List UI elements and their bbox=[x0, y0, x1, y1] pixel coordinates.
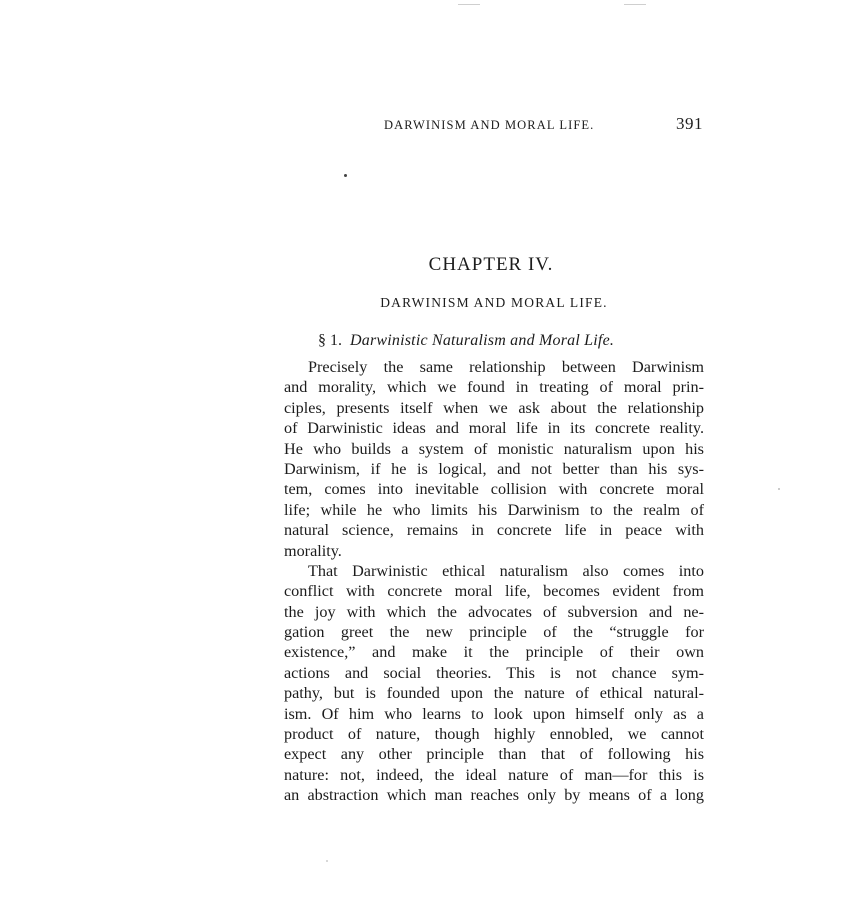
text-line: natural science, remains in concrete life in peace with bbox=[284, 521, 704, 540]
running-head-title: DARWINISM AND MORAL LIFE. bbox=[384, 118, 595, 132]
text-line: expect any other principle than that of following his bbox=[284, 745, 704, 764]
scan-artifact-rule-left bbox=[458, 4, 480, 5]
text-line: and morality, which we found in treating of moral prin- bbox=[284, 378, 704, 397]
text-line: Darwinism, if he is logical, and not better than his sys- bbox=[284, 459, 704, 478]
chapter-title: CHAPTER IV. bbox=[428, 254, 554, 275]
ink-speck bbox=[344, 174, 347, 177]
text-line: He who builds a system of monistic naturalism upon his bbox=[284, 439, 704, 458]
text-line: gation greet the new principle of the “struggle for bbox=[284, 623, 704, 642]
text-line: conflict with concrete moral life, becomes evident from bbox=[284, 582, 704, 601]
text-line: of Darwinistic ideas and moral life in its concrete reality. bbox=[284, 419, 704, 438]
chapter-subtitle: DARWINISM AND MORAL LIFE. bbox=[380, 295, 608, 310]
text-line: Precisely the same relationship between Darwinism bbox=[308, 358, 704, 376]
text-line: life; while he who limits his Darwinism to the realm of bbox=[284, 500, 704, 519]
text-line: existence,” and make it the principle of their own bbox=[284, 643, 704, 662]
scan-artifact-rule-right bbox=[624, 4, 646, 5]
text-line: an abstraction which man reaches only by means of a long bbox=[284, 786, 704, 805]
page-number: 391 bbox=[676, 114, 703, 133]
section-mark: § 1. bbox=[318, 332, 342, 349]
text-line: ism. Of him who learns to look upon himself only as a bbox=[284, 704, 704, 723]
text-line: product of nature, though highly ennobled, we cannot bbox=[284, 725, 704, 744]
text-line: nature: not, indeed, the ideal nature of man—for this is bbox=[284, 765, 704, 784]
section-title: Darwinistic Naturalism and Moral Life. bbox=[350, 332, 615, 349]
text-line: morality. bbox=[284, 541, 342, 560]
text-line: pathy, but is founded upon the nature of ethical natural- bbox=[284, 684, 704, 703]
text-line: ciples, presents itself when we ask about the relationship bbox=[284, 398, 704, 417]
text-line: That Darwinistic ethical naturalism also comes into bbox=[308, 561, 704, 580]
scan-speck bbox=[326, 860, 328, 862]
text-line: actions and social theories. This is not chance sym- bbox=[284, 663, 704, 682]
section-heading bbox=[318, 332, 614, 350]
body-text bbox=[284, 357, 704, 806]
scan-speck bbox=[778, 488, 780, 490]
text-line: the joy with which the advocates of subversion and ne- bbox=[284, 602, 704, 621]
text-line: tem, comes into inevitable collision with concrete moral bbox=[284, 480, 704, 499]
